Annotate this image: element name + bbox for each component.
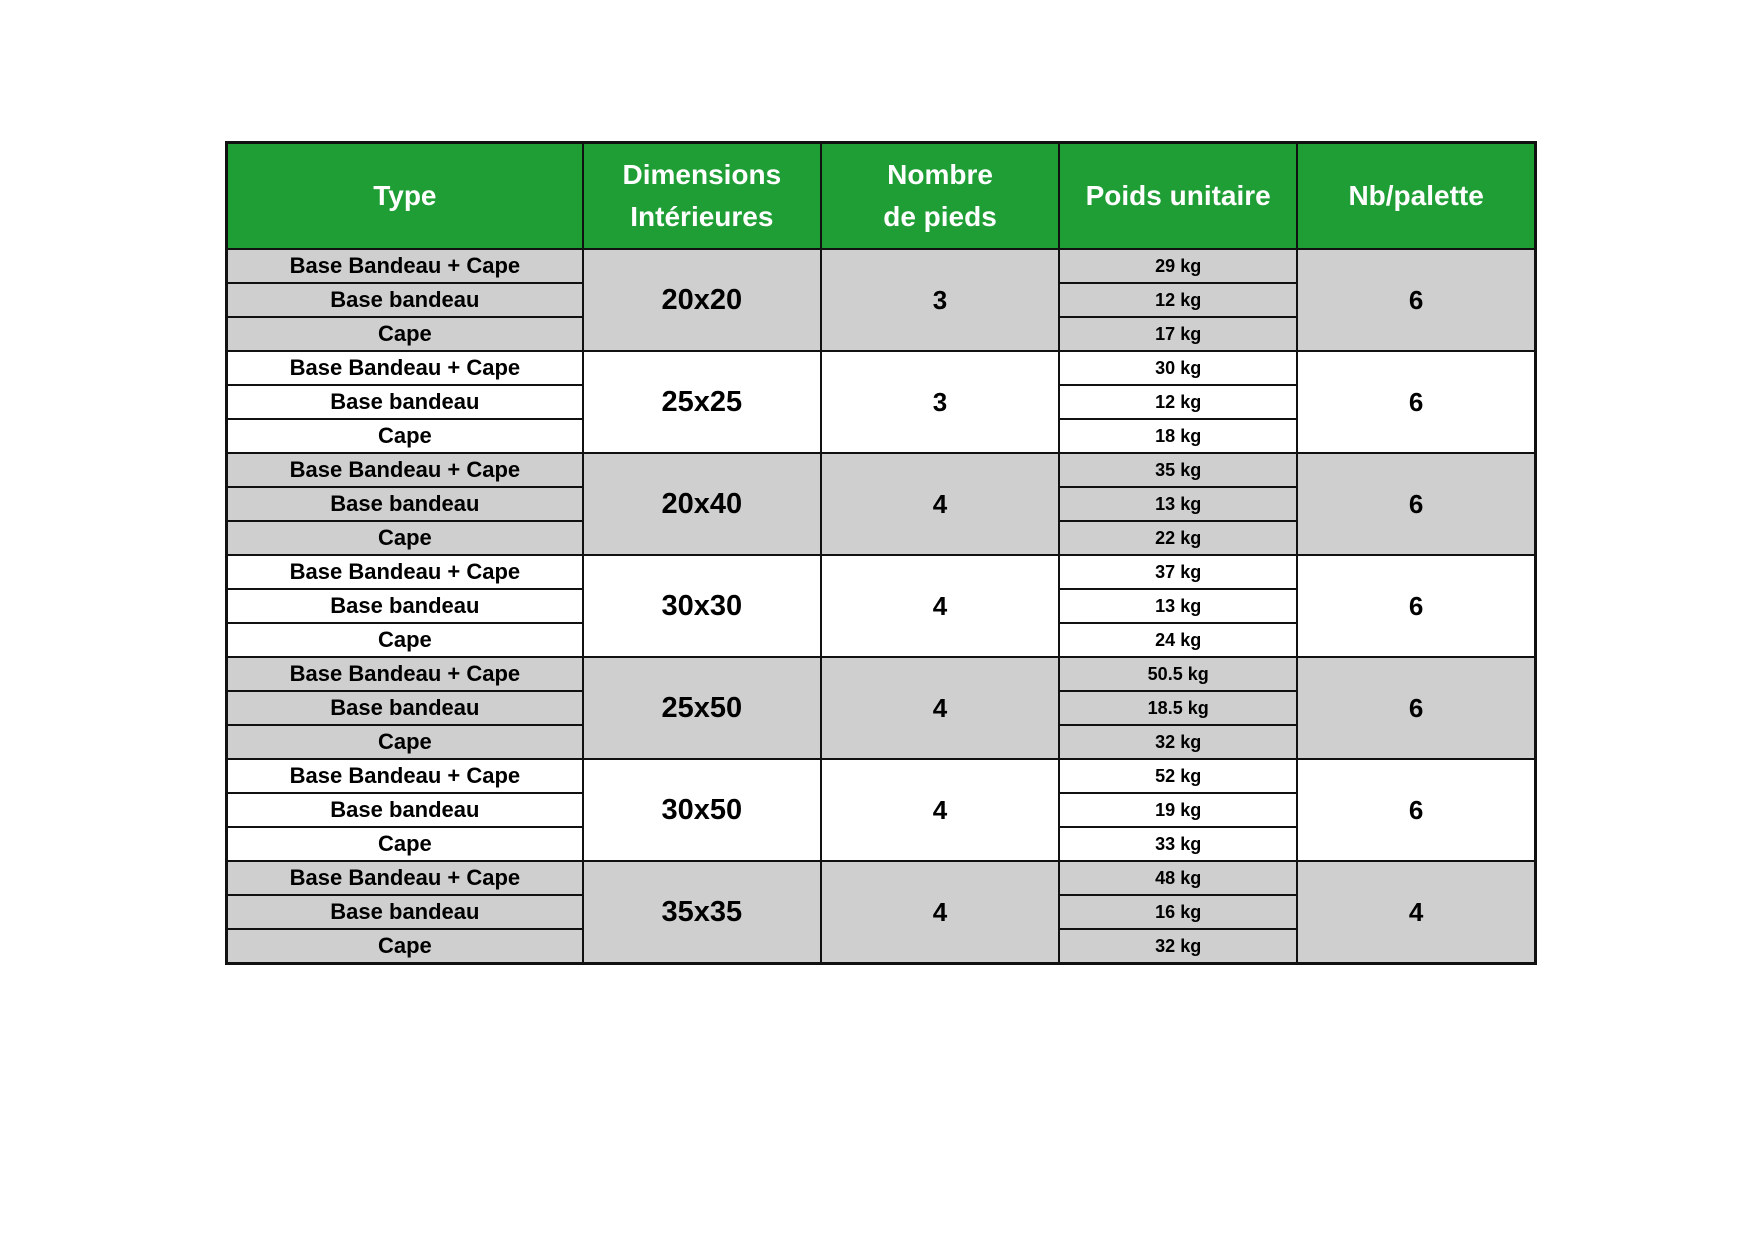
table-row bbox=[227, 249, 1536, 283]
header-weight bbox=[1059, 143, 1297, 250]
feet-count-cell: 4 bbox=[821, 759, 1059, 861]
type-cell: Base Bandeau + Cape bbox=[227, 249, 583, 283]
feet-count-cell: 4 bbox=[821, 861, 1059, 964]
table-row bbox=[227, 555, 1536, 589]
dimensions-cell: 20x20 bbox=[583, 249, 821, 351]
dimensions-cell: 25x25 bbox=[583, 351, 821, 453]
per-pallet-cell: 6 bbox=[1297, 249, 1535, 351]
unit-weight-cell: 12 kg bbox=[1059, 385, 1297, 419]
dimensions-cell: 30x30 bbox=[583, 555, 821, 657]
header-feet bbox=[821, 143, 1059, 250]
dimensions-cell: 25x50 bbox=[583, 657, 821, 759]
header-dimensions bbox=[583, 143, 821, 250]
table-row bbox=[227, 657, 1536, 691]
unit-weight-cell: 35 kg bbox=[1059, 453, 1297, 487]
unit-weight-cell: 37 kg bbox=[1059, 555, 1297, 589]
header-dimensions-line1: Dimensions bbox=[622, 159, 782, 190]
per-pallet-cell: 6 bbox=[1297, 351, 1535, 453]
type-cell: Base Bandeau + Cape bbox=[227, 759, 583, 793]
unit-weight-cell: 33 kg bbox=[1059, 827, 1297, 861]
header-feet-line1: Nombre bbox=[887, 159, 993, 190]
unit-weight-cell: 24 kg bbox=[1059, 623, 1297, 657]
type-cell: Cape bbox=[227, 419, 583, 453]
type-cell: Base Bandeau + Cape bbox=[227, 861, 583, 895]
type-cell: Base Bandeau + Cape bbox=[227, 351, 583, 385]
type-cell: Base bandeau bbox=[227, 691, 583, 725]
type-cell: Cape bbox=[227, 725, 583, 759]
header-dimensions-line2: Intérieures bbox=[630, 201, 774, 232]
unit-weight-cell: 32 kg bbox=[1059, 725, 1297, 759]
spec-table bbox=[225, 141, 1537, 965]
header-row bbox=[227, 143, 1536, 250]
unit-weight-cell: 30 kg bbox=[1059, 351, 1297, 385]
dimensions-cell: 30x50 bbox=[583, 759, 821, 861]
type-cell: Cape bbox=[227, 827, 583, 861]
dimensions-cell: 35x35 bbox=[583, 861, 821, 964]
per-pallet-cell: 6 bbox=[1297, 759, 1535, 861]
table-row bbox=[227, 759, 1536, 793]
table-body bbox=[227, 249, 1536, 964]
per-pallet-cell: 6 bbox=[1297, 657, 1535, 759]
unit-weight-cell: 18.5 kg bbox=[1059, 691, 1297, 725]
unit-weight-cell: 32 kg bbox=[1059, 929, 1297, 964]
per-pallet-cell: 4 bbox=[1297, 861, 1535, 964]
feet-count-cell: 3 bbox=[821, 249, 1059, 351]
type-cell: Base bandeau bbox=[227, 283, 583, 317]
unit-weight-cell: 52 kg bbox=[1059, 759, 1297, 793]
table-header bbox=[227, 143, 1536, 250]
unit-weight-cell: 16 kg bbox=[1059, 895, 1297, 929]
type-cell: Cape bbox=[227, 929, 583, 964]
per-pallet-cell: 6 bbox=[1297, 555, 1535, 657]
header-type bbox=[227, 143, 583, 250]
feet-count-cell: 4 bbox=[821, 555, 1059, 657]
unit-weight-cell: 50.5 kg bbox=[1059, 657, 1297, 691]
type-cell: Base Bandeau + Cape bbox=[227, 555, 583, 589]
table-row bbox=[227, 453, 1536, 487]
unit-weight-cell: 48 kg bbox=[1059, 861, 1297, 895]
header-pallet bbox=[1297, 143, 1535, 250]
unit-weight-cell: 12 kg bbox=[1059, 283, 1297, 317]
unit-weight-cell: 19 kg bbox=[1059, 793, 1297, 827]
table-row bbox=[227, 351, 1536, 385]
type-cell: Base Bandeau + Cape bbox=[227, 453, 583, 487]
feet-count-cell: 4 bbox=[821, 657, 1059, 759]
type-cell: Base bandeau bbox=[227, 589, 583, 623]
type-cell: Base bandeau bbox=[227, 487, 583, 521]
type-cell: Base bandeau bbox=[227, 793, 583, 827]
unit-weight-cell: 17 kg bbox=[1059, 317, 1297, 351]
table-row bbox=[227, 861, 1536, 895]
unit-weight-cell: 13 kg bbox=[1059, 589, 1297, 623]
type-cell: Base bandeau bbox=[227, 895, 583, 929]
feet-count-cell: 4 bbox=[821, 453, 1059, 555]
dimensions-cell: 20x40 bbox=[583, 453, 821, 555]
unit-weight-cell: 29 kg bbox=[1059, 249, 1297, 283]
header-pallet-label: Nb/palette bbox=[1348, 180, 1484, 211]
type-cell: Base Bandeau + Cape bbox=[227, 657, 583, 691]
unit-weight-cell: 13 kg bbox=[1059, 487, 1297, 521]
header-feet-line2: de pieds bbox=[883, 201, 997, 232]
type-cell: Cape bbox=[227, 521, 583, 555]
feet-count-cell: 3 bbox=[821, 351, 1059, 453]
unit-weight-cell: 22 kg bbox=[1059, 521, 1297, 555]
header-type-label: Type bbox=[373, 180, 437, 211]
type-cell: Base bandeau bbox=[227, 385, 583, 419]
unit-weight-cell: 18 kg bbox=[1059, 419, 1297, 453]
type-cell: Cape bbox=[227, 317, 583, 351]
per-pallet-cell: 6 bbox=[1297, 453, 1535, 555]
header-weight-label: Poids unitaire bbox=[1085, 180, 1271, 211]
type-cell: Cape bbox=[227, 623, 583, 657]
